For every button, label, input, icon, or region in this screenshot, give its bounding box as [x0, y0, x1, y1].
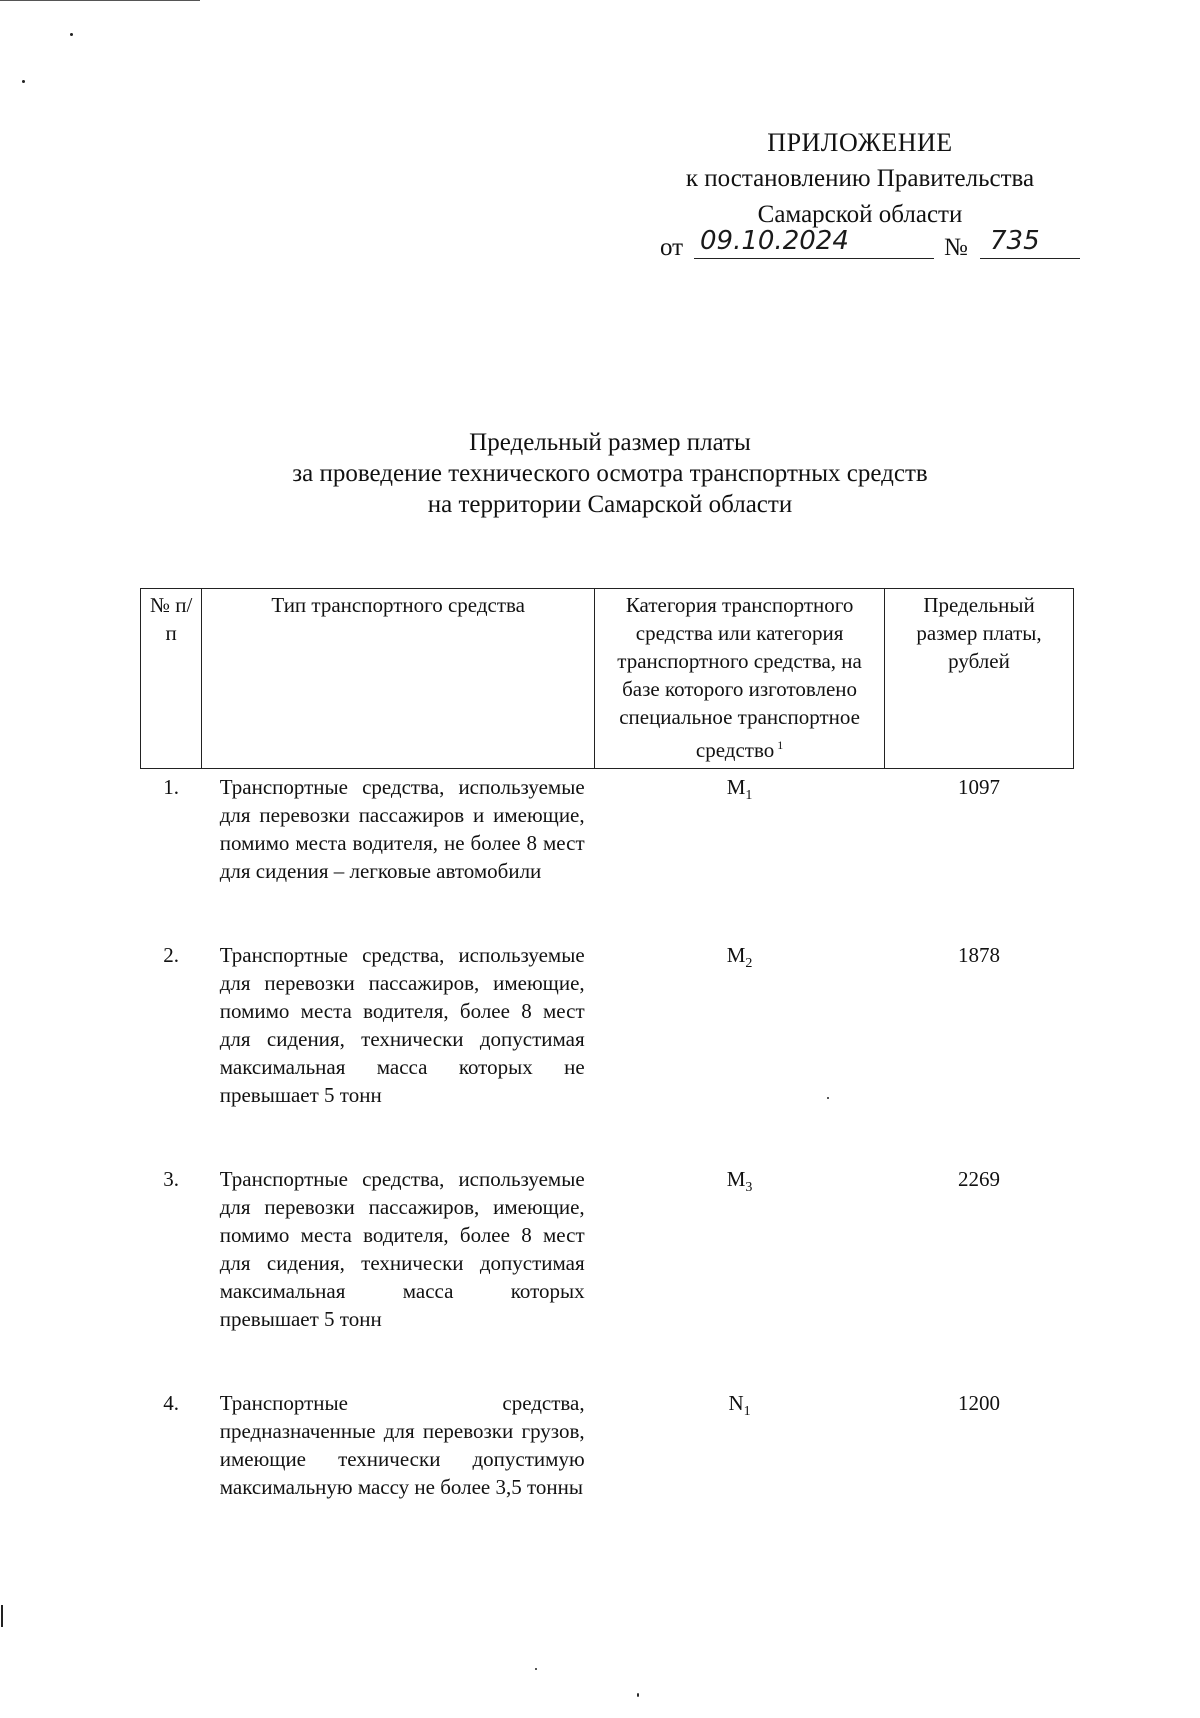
category-letter: M [726, 1167, 746, 1191]
table-header-row [141, 589, 1074, 769]
handwritten-number: 735 [990, 226, 1040, 256]
row-category [595, 937, 885, 1161]
category-index: 3 [745, 1180, 753, 1196]
heading-line-3: на территории Самарской области [427, 491, 793, 518]
header-category-text: Категория транспортного средства или категория транспортного средства, на базе которого изготовлено специальное транспортное средство [617, 593, 862, 762]
fee-table [140, 588, 1074, 1553]
number-underline [980, 258, 1080, 259]
table-body [141, 769, 1074, 1554]
scan-edge-mark [1, 1605, 3, 1627]
date-underline [694, 258, 934, 259]
date-number-line [660, 226, 1080, 262]
scan-speck [22, 80, 25, 83]
document-heading [200, 427, 1020, 520]
header-category [595, 589, 885, 769]
appendix-block [640, 125, 1080, 233]
header-type: Тип транспортного средства [202, 589, 595, 769]
number-label: № [944, 234, 968, 261]
category-index: 1 [745, 788, 753, 804]
handwritten-date: 09.10.2024 [700, 226, 849, 256]
row-number: 1. [163, 775, 179, 799]
row-category [595, 1161, 885, 1385]
row-number: 2. [163, 943, 179, 967]
row-number: 4. [163, 1391, 179, 1415]
table-row [141, 1161, 1074, 1385]
category-index: 2 [745, 956, 753, 972]
row-vehicle-type: Транспортные средства, используемые для перевозки пассажиров и имеющие, помимо места водителя, не более 8 мест для сидения – легковые автомобили [219, 775, 585, 883]
row-fee: 2269 [958, 1167, 1000, 1191]
row-number: 3. [163, 1167, 179, 1191]
table-row [141, 1385, 1074, 1553]
category-letter: N [728, 1391, 744, 1415]
scan-speck [535, 1668, 537, 1670]
scan-speck [70, 33, 73, 36]
category-letter: M [726, 775, 746, 799]
table-row [141, 769, 1074, 938]
appendix-title: ПРИЛОЖЕНИЕ [767, 128, 953, 157]
heading-line-1: Предельный размер платы [469, 429, 751, 456]
scan-edge-line [0, 0, 200, 1]
footnote-marker: 1 [777, 738, 784, 752]
row-category [595, 769, 885, 938]
date-label: от [660, 234, 684, 261]
header-fee: Предельный размер платы, рублей [885, 589, 1074, 769]
row-category [595, 1385, 885, 1553]
row-vehicle-type: Транспортные средства, используемые для перевозки пассажиров, имеющие, помимо места водителя, более 8 мест для сидения, технически допустимая максимальная масса которых превышает 5 тонн [219, 1167, 585, 1331]
row-fee: 1878 [958, 943, 1000, 967]
heading-line-2: за проведение технического осмотра транспортных средств [292, 460, 928, 487]
category-letter: M [726, 943, 746, 967]
table-row [141, 937, 1074, 1161]
appendix-line-1: к постановлению Правительства [685, 165, 1035, 192]
appendix-line-2: Самарской области [757, 201, 963, 228]
row-fee: 1200 [958, 1391, 1000, 1415]
row-vehicle-type: Транспортные средства, используемые для перевозки пассажиров, имеющие, помимо места водителя, более 8 мест для сидения, технически допустимая максимальная масса которых не превышает 5 тонн [219, 943, 585, 1107]
row-vehicle-type: Транспортные средства, предназначенные для перевозки грузов, имеющие технически допустимую максимальную массу не более 3,5 тонны [219, 1391, 585, 1499]
header-num: № п/п [141, 589, 202, 769]
row-fee: 1097 [958, 775, 1000, 799]
scan-speck [637, 1693, 639, 1697]
category-index: 1 [743, 1404, 751, 1420]
